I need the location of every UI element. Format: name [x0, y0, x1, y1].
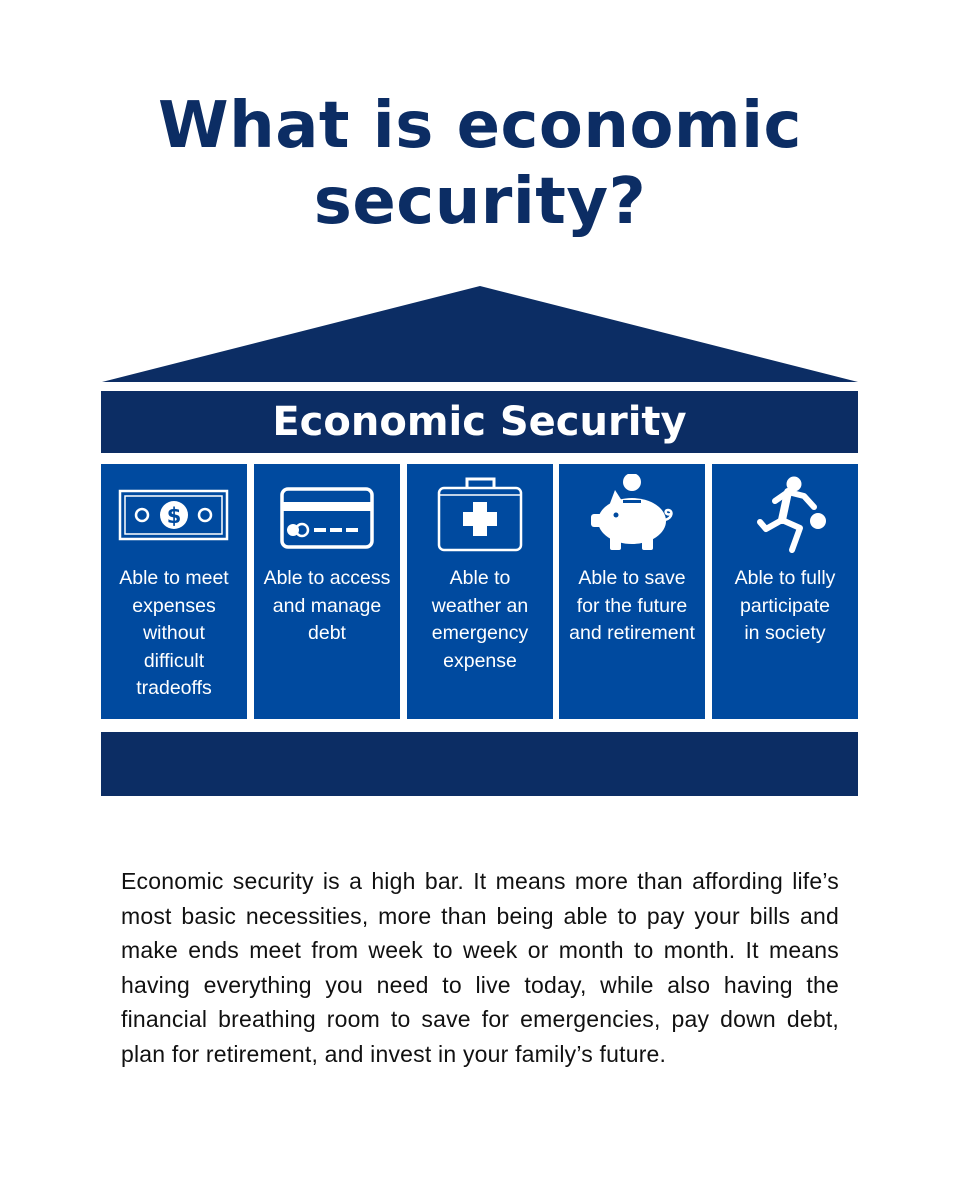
pillar-label: Able to meet expenses without difficult tradeoffs: [119, 567, 229, 699]
pillar-emergency-expense: [407, 464, 553, 719]
page-title: What is economic security?: [158, 89, 802, 239]
piggy-bank-icon: [559, 474, 705, 554]
first-aid-kit-icon: [407, 474, 553, 554]
person-kicking-ball-icon: [712, 474, 858, 554]
svg-text:$: $: [166, 504, 182, 528]
pillar-participate-society: [712, 464, 858, 719]
pillar-label: Able to fully participate in society: [734, 567, 836, 644]
pillar-label: Able to weather an emergency expense: [431, 567, 529, 672]
banner-label: Economic Security: [272, 399, 687, 445]
credit-card-icon: [254, 474, 400, 554]
dollar-bill-icon: [101, 474, 247, 554]
pillar-save-future: [559, 464, 705, 719]
foundation-bar: [101, 732, 858, 796]
economic-security-banner: [101, 391, 858, 453]
pillar-manage-debt: [254, 464, 400, 719]
pillar-label: Able to access and manage debt: [263, 567, 391, 644]
pillar-meet-expenses: [101, 464, 247, 719]
roof-triangle: [0, 0, 960, 390]
pillar-label: Able to save for the future and retirement: [569, 567, 695, 644]
body-paragraph: Economic security is a high bar. It means more than affording life’s most basic necessities, more than being able to pay your bills and make ends meet from week to week or month to month. It means having everything you need to live today, while also having the financial breathing room to save for emergencies, pay down debt, plan for retirement, and invest in your family’s future.: [121, 868, 839, 1067]
